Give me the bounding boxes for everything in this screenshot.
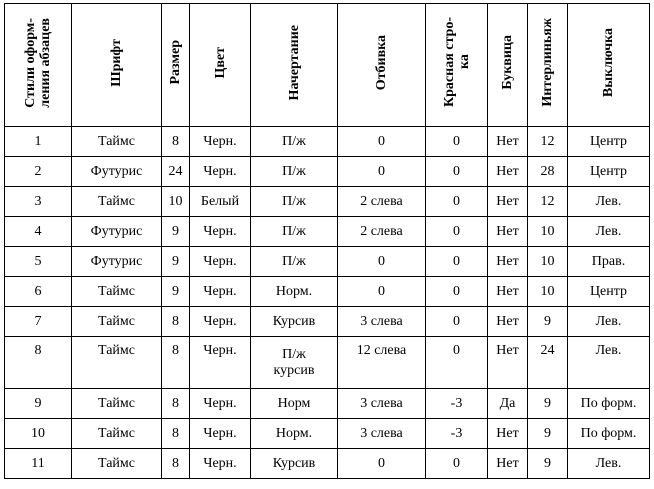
cell-size: 9 bbox=[162, 217, 190, 247]
header-cell bbox=[528, 4, 568, 127]
cell-spacing: 0 bbox=[338, 277, 426, 307]
cell-font: Таймс bbox=[72, 187, 162, 217]
header-cell bbox=[190, 4, 251, 127]
cell-style-number: 9 bbox=[5, 389, 72, 419]
cell-indent: 0 bbox=[426, 307, 488, 337]
header-label-spacing: Отбивка bbox=[374, 34, 389, 91]
cell-alignment: Лев. bbox=[568, 307, 650, 337]
cell-size: 8 bbox=[162, 449, 190, 479]
cell-leading: 9 bbox=[528, 389, 568, 419]
cell-style-number: 6 bbox=[5, 277, 72, 307]
cell-indent: 0 bbox=[426, 217, 488, 247]
cell-dropcap: Нет bbox=[488, 247, 528, 277]
cell-indent: 0 bbox=[426, 127, 488, 157]
header-cell bbox=[488, 4, 528, 127]
cell-color: Черн. bbox=[190, 449, 251, 479]
cell-typeface: Норм bbox=[251, 389, 338, 419]
table-row bbox=[5, 247, 650, 277]
cell-spacing: 0 bbox=[338, 127, 426, 157]
cell-alignment: Прав. bbox=[568, 247, 650, 277]
cell-dropcap: Да bbox=[488, 389, 528, 419]
cell-style-number: 4 bbox=[5, 217, 72, 247]
cell-color: Черн. bbox=[190, 337, 251, 389]
cell-leading: 10 bbox=[528, 277, 568, 307]
header-row bbox=[5, 4, 650, 127]
cell-color: Черн. bbox=[190, 419, 251, 449]
header-label-dropcap: Буквица bbox=[500, 35, 515, 90]
cell-typeface: П/ж bbox=[251, 217, 338, 247]
cell-size: 8 bbox=[162, 337, 190, 389]
cell-style-number: 8 bbox=[5, 337, 72, 389]
cell-typeface: П/ж bbox=[251, 247, 338, 277]
cell-color: Черн. bbox=[190, 157, 251, 187]
cell-size: 8 bbox=[162, 389, 190, 419]
cell-spacing: 2 слева bbox=[338, 187, 426, 217]
cell-font: Футурис bbox=[72, 247, 162, 277]
header-label-styles: Стили оформ- ления абзацев bbox=[23, 17, 53, 108]
cell-indent: 0 bbox=[426, 187, 488, 217]
cell-color: Черн. bbox=[190, 217, 251, 247]
cell-alignment: Лев. bbox=[568, 449, 650, 479]
cell-leading: 12 bbox=[528, 187, 568, 217]
cell-dropcap: Нет bbox=[488, 449, 528, 479]
table-row bbox=[5, 419, 650, 449]
header-cell bbox=[568, 4, 650, 127]
cell-alignment: Центр bbox=[568, 157, 650, 187]
cell-dropcap: Нет bbox=[488, 277, 528, 307]
table-row bbox=[5, 449, 650, 479]
cell-spacing: 0 bbox=[338, 157, 426, 187]
cell-indent: 0 bbox=[426, 277, 488, 307]
cell-leading: 24 bbox=[528, 337, 568, 389]
cell-size: 10 bbox=[162, 187, 190, 217]
cell-spacing: 2 слева bbox=[338, 217, 426, 247]
cell-style-number: 11 bbox=[5, 449, 72, 479]
cell-size: 8 bbox=[162, 307, 190, 337]
header-cell bbox=[162, 4, 190, 127]
header-cell bbox=[426, 4, 488, 127]
cell-leading: 10 bbox=[528, 217, 568, 247]
cell-font: Футурис bbox=[72, 217, 162, 247]
table-row bbox=[5, 127, 650, 157]
cell-leading: 9 bbox=[528, 419, 568, 449]
cell-alignment: По форм. bbox=[568, 419, 650, 449]
cell-size: 8 bbox=[162, 127, 190, 157]
table-row bbox=[5, 157, 650, 187]
header-label-size: Размер bbox=[168, 40, 183, 85]
cell-font: Таймс bbox=[72, 127, 162, 157]
cell-font: Таймс bbox=[72, 307, 162, 337]
cell-typeface: Курсив bbox=[251, 307, 338, 337]
cell-typeface: П/ж bbox=[251, 157, 338, 187]
cell-indent: 0 bbox=[426, 247, 488, 277]
cell-spacing: 0 bbox=[338, 247, 426, 277]
cell-leading: 9 bbox=[528, 449, 568, 479]
header-cell bbox=[72, 4, 162, 127]
cell-font: Таймс bbox=[72, 277, 162, 307]
table-row bbox=[5, 187, 650, 217]
header-cell bbox=[338, 4, 426, 127]
cell-indent: -3 bbox=[426, 389, 488, 419]
header-cell bbox=[251, 4, 338, 127]
cell-alignment: Лев. bbox=[568, 217, 650, 247]
cell-alignment: Центр bbox=[568, 127, 650, 157]
cell-alignment: По форм. bbox=[568, 389, 650, 419]
cell-leading: 28 bbox=[528, 157, 568, 187]
cell-size: 8 bbox=[162, 419, 190, 449]
cell-color: Черн. bbox=[190, 247, 251, 277]
header-cell bbox=[5, 4, 72, 127]
cell-alignment: Центр bbox=[568, 277, 650, 307]
cell-style-number: 7 bbox=[5, 307, 72, 337]
cell-dropcap: Нет bbox=[488, 217, 528, 247]
cell-leading: 9 bbox=[528, 307, 568, 337]
header-label-color: Цвет bbox=[212, 46, 228, 79]
header-label-indent: Красная стро- ка bbox=[441, 17, 472, 108]
cell-color: Черн. bbox=[190, 277, 251, 307]
cell-typeface: Норм. bbox=[251, 419, 338, 449]
paragraph-styles-table bbox=[4, 3, 650, 479]
cell-typeface: Курсив bbox=[251, 449, 338, 479]
table-row bbox=[5, 217, 650, 247]
cell-leading: 12 bbox=[528, 127, 568, 157]
table-body bbox=[5, 127, 650, 479]
cell-style-number: 1 bbox=[5, 127, 72, 157]
cell-dropcap: Нет bbox=[488, 187, 528, 217]
cell-typeface: П/ж bbox=[251, 127, 338, 157]
cell-size: 9 bbox=[162, 277, 190, 307]
cell-color: Черн. bbox=[190, 307, 251, 337]
table-row bbox=[5, 389, 650, 419]
cell-dropcap: Нет bbox=[488, 307, 528, 337]
cell-dropcap: Нет bbox=[488, 419, 528, 449]
header-label-font: Шрифт bbox=[109, 38, 124, 87]
header-label-alignment: Выключка bbox=[601, 27, 616, 98]
cell-color: Черн. bbox=[190, 127, 251, 157]
table-row bbox=[5, 277, 650, 307]
cell-spacing: 3 слева bbox=[338, 389, 426, 419]
cell-style-number: 5 bbox=[5, 247, 72, 277]
cell-color: Черн. bbox=[190, 389, 251, 419]
cell-font: Таймс bbox=[72, 419, 162, 449]
cell-spacing: 3 слева bbox=[338, 307, 426, 337]
cell-alignment: Лев. bbox=[568, 187, 650, 217]
cell-typeface: П/ж курсив bbox=[251, 337, 338, 389]
cell-leading: 10 bbox=[528, 247, 568, 277]
table-row bbox=[5, 337, 650, 389]
cell-dropcap: Нет bbox=[488, 127, 528, 157]
cell-indent: 0 bbox=[426, 337, 488, 389]
cell-indent: -3 bbox=[426, 419, 488, 449]
cell-font: Таймс bbox=[72, 389, 162, 419]
cell-indent: 0 bbox=[426, 157, 488, 187]
cell-font: Таймс bbox=[72, 337, 162, 389]
cell-spacing: 3 слева bbox=[338, 419, 426, 449]
cell-size: 24 bbox=[162, 157, 190, 187]
cell-spacing: 0 bbox=[338, 449, 426, 479]
cell-color: Белый bbox=[190, 187, 251, 217]
header-label-typeface: Начертание bbox=[286, 24, 302, 101]
cell-style-number: 2 bbox=[5, 157, 72, 187]
cell-spacing: 12 слева bbox=[338, 337, 426, 389]
cell-typeface: П/ж bbox=[251, 187, 338, 217]
cell-indent: 0 bbox=[426, 449, 488, 479]
cell-dropcap: Нет bbox=[488, 337, 528, 389]
cell-style-number: 10 bbox=[5, 419, 72, 449]
cell-font: Футурис bbox=[72, 157, 162, 187]
table-row bbox=[5, 307, 650, 337]
cell-style-number: 3 bbox=[5, 187, 72, 217]
header-label-leading: Интерлиньяж bbox=[540, 18, 555, 107]
cell-size: 9 bbox=[162, 247, 190, 277]
cell-font: Таймс bbox=[72, 449, 162, 479]
cell-dropcap: Нет bbox=[488, 157, 528, 187]
cell-alignment: Лев. bbox=[568, 337, 650, 389]
cell-typeface: Норм. bbox=[251, 277, 338, 307]
